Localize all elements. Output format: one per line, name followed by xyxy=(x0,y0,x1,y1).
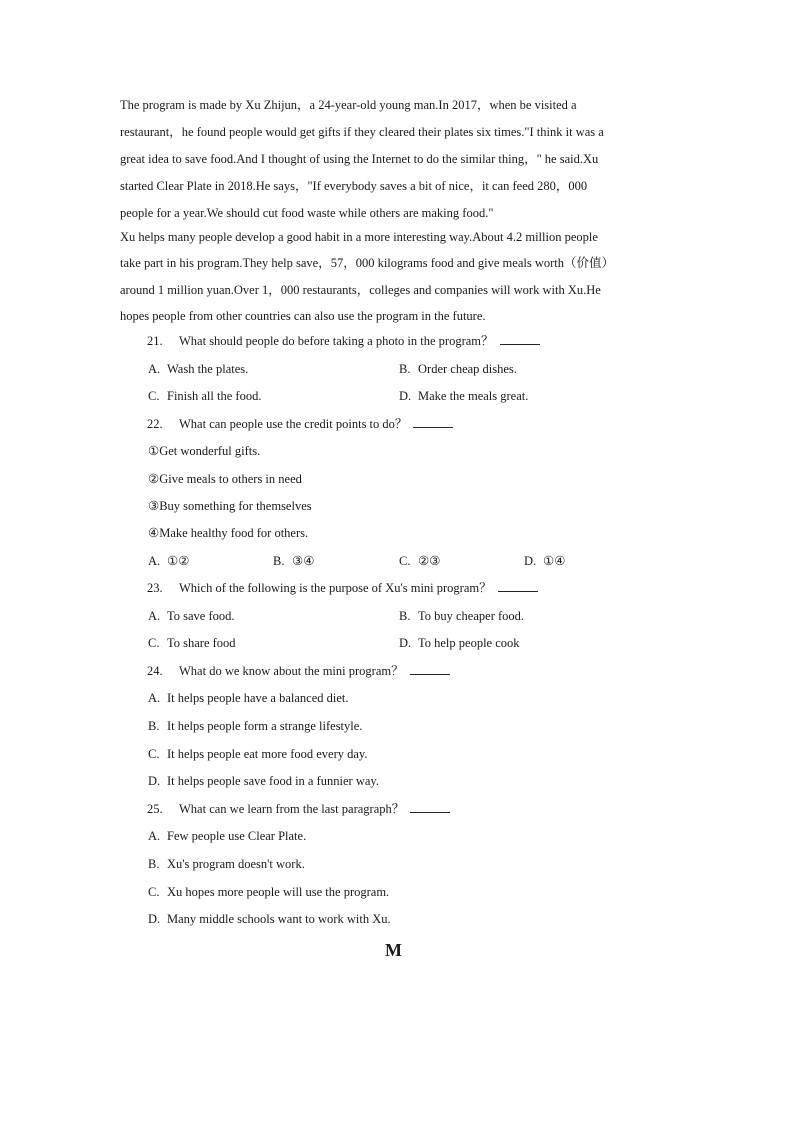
option-25-a[interactable] xyxy=(148,828,306,844)
footer-mark: M xyxy=(385,940,402,960)
question-25 xyxy=(147,801,450,817)
question-number: 21. xyxy=(147,334,163,348)
option-text: It helps people have a balanced diet. xyxy=(167,691,349,705)
passage-line: great idea to save food.And I thought of using the Internet to do the similar thing，" he said.Xu xyxy=(120,152,599,166)
option-text: ②③ xyxy=(418,554,441,568)
option-24-d[interactable] xyxy=(148,773,379,789)
option-24-c[interactable] xyxy=(148,746,368,762)
option-letter: A. xyxy=(148,362,161,376)
option-text: It helps people eat more food every day. xyxy=(167,747,368,761)
option-22-d[interactable] xyxy=(524,553,565,569)
question-text: What should people do before taking a photo in the program？ xyxy=(179,334,494,348)
option-letter: C. xyxy=(148,389,160,403)
option-text: Finish all the food. xyxy=(167,389,262,403)
option-letter: B. xyxy=(148,719,160,733)
question-text: Which of the following is the purpose of Xu's mini program？ xyxy=(179,581,492,595)
answer-blank[interactable] xyxy=(410,802,450,813)
option-letter: C. xyxy=(148,747,160,761)
option-text: ③④ xyxy=(292,554,315,568)
option-letter: B. xyxy=(273,554,285,568)
question-number: 23. xyxy=(147,581,163,595)
option-letter: A. xyxy=(148,554,161,568)
answer-blank[interactable] xyxy=(500,334,540,345)
option-23-b[interactable] xyxy=(399,608,524,624)
list-item: ①Get wonderful gifts. xyxy=(148,444,261,458)
question-24 xyxy=(147,663,450,679)
question-text: What can people use the credit points to do？ xyxy=(179,417,408,431)
question-number: 24. xyxy=(147,664,163,678)
question-22 xyxy=(147,416,453,432)
option-letter: A. xyxy=(148,691,161,705)
passage-line: The program is made by Xu Zhijun，a 24-year-old young man.In 2017，when be visited a xyxy=(120,98,577,112)
option-22-b[interactable] xyxy=(273,553,314,569)
option-22-c[interactable] xyxy=(399,553,440,569)
option-text: It helps people form a strange lifestyle. xyxy=(167,719,363,733)
option-text: It helps people save food in a funnier way. xyxy=(167,774,379,788)
option-21-c[interactable] xyxy=(148,388,261,404)
option-21-b[interactable] xyxy=(399,361,517,377)
option-text: To share food xyxy=(167,636,236,650)
option-letter: A. xyxy=(148,609,161,623)
option-25-c[interactable] xyxy=(148,884,389,900)
option-21-d[interactable] xyxy=(399,388,528,404)
option-23-a[interactable] xyxy=(148,608,235,624)
option-24-b[interactable] xyxy=(148,718,362,734)
option-text: To buy cheaper food. xyxy=(418,609,525,623)
question-21 xyxy=(147,333,540,349)
option-23-d[interactable] xyxy=(399,635,520,651)
option-letter: C. xyxy=(399,554,411,568)
passage-line: Xu helps many people develop a good habit in a more interesting way.About 4.2 million people xyxy=(120,230,598,244)
option-21-a[interactable] xyxy=(148,361,248,377)
option-text: Many middle schools want to work with Xu. xyxy=(167,912,391,926)
question-number: 22. xyxy=(147,417,163,431)
passage-line: hopes people from other countries can also use the program in the future. xyxy=(120,309,486,323)
answer-blank[interactable] xyxy=(498,581,538,592)
option-text: To help people cook xyxy=(418,636,520,650)
option-text: Wash the plates. xyxy=(167,362,249,376)
passage-line: people for a year.We should cut food waste while others are making food." xyxy=(120,206,494,220)
option-letter: D. xyxy=(148,912,161,926)
option-22-a[interactable] xyxy=(148,553,189,569)
option-letter: D. xyxy=(399,389,412,403)
option-text: Xu's program doesn't work. xyxy=(167,857,305,871)
answer-blank[interactable] xyxy=(413,417,453,428)
option-text: Few people use Clear Plate. xyxy=(167,829,307,843)
question-number: 25. xyxy=(147,802,163,816)
passage-line: restaurant，he found people would get gifts if they cleared their plates six times."I think it was a xyxy=(120,125,604,139)
passage-line: take part in his program.They help save，57，000 kilograms food and give meals worth（价值） xyxy=(120,256,614,270)
option-23-c[interactable] xyxy=(148,635,236,651)
option-text: Order cheap dishes. xyxy=(418,362,517,376)
option-letter: B. xyxy=(399,609,411,623)
option-text: Xu hopes more people will use the program. xyxy=(167,885,390,899)
option-text: ①② xyxy=(167,554,190,568)
list-item: ③Buy something for themselves xyxy=(148,499,312,513)
option-letter: C. xyxy=(148,636,160,650)
option-text: Make the meals great. xyxy=(418,389,529,403)
option-letter: B. xyxy=(399,362,411,376)
option-text: To save food. xyxy=(167,609,235,623)
option-letter: C. xyxy=(148,885,160,899)
option-letter: A. xyxy=(148,829,161,843)
option-letter: D. xyxy=(148,774,161,788)
question-23 xyxy=(147,580,538,596)
list-item: ②Give meals to others in need xyxy=(148,472,302,486)
passage-line: around 1 million yuan.Over 1，000 restaurants，colleges and companies will work with Xu.He xyxy=(120,283,601,297)
answer-blank[interactable] xyxy=(410,664,450,675)
option-25-b[interactable] xyxy=(148,856,305,872)
question-text: What do we know about the mini program？ xyxy=(179,664,404,678)
option-25-d[interactable] xyxy=(148,911,391,927)
question-text: What can we learn from the last paragraph？ xyxy=(179,802,405,816)
option-letter: D. xyxy=(524,554,537,568)
passage-line: started Clear Plate in 2018.He says，"If everybody saves a bit of nice，it can feed 280，000 xyxy=(120,179,588,193)
option-letter: D. xyxy=(399,636,412,650)
option-24-a[interactable] xyxy=(148,690,349,706)
option-text: ①④ xyxy=(543,554,566,568)
list-item: ④Make healthy food for others. xyxy=(148,526,309,540)
option-letter: B. xyxy=(148,857,160,871)
